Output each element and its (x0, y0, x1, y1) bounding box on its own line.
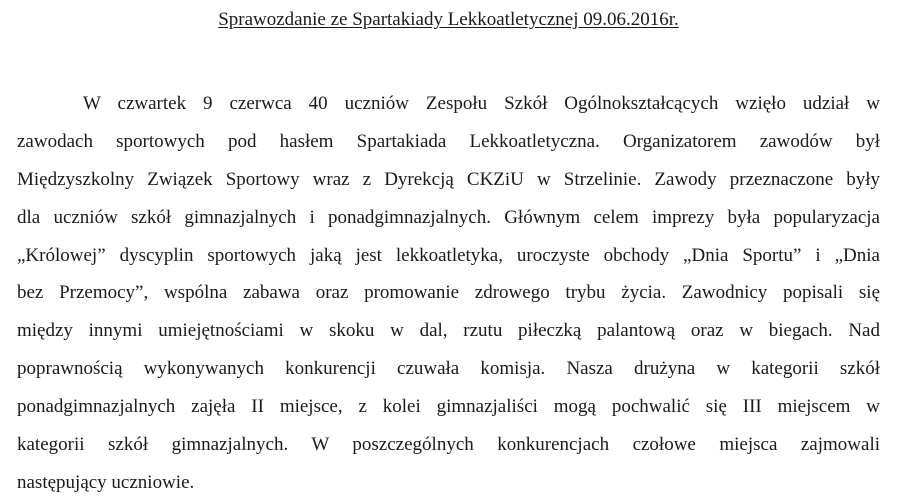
paragraph-line: zawodach sportowych pod hasłem Spartakiada Lekkoatletyczna. Organizatorem zawodów był (17, 130, 880, 152)
paragraph-line: między innymi umiejętnościami w skoku w dal, rzutu piłeczką palantową oraz w biegach. Nad (17, 320, 880, 342)
paragraph-line: W czwartek 9 czerwca 40 uczniów Zespołu Szkół Ogólnokształcących wzięło udział w (83, 93, 880, 114)
paragraph-line: „Królowej” dyscyplin sportowych jaką jest lekkoatletyka, uroczyste obchody „Dnia Sportu” i „Dnia (17, 244, 880, 266)
paragraph-line: dla uczniów szkół gimnazjalnych i ponadgimnazjalnych. Głównym celem imprezy była popularyzacja (17, 206, 880, 228)
paragraph-line: bez Przemocy”, wspólna zabawa oraz promowanie zdrowego trybu życia. Zawodnicy popisali się (17, 282, 880, 304)
paragraph-line: następujący uczniowie. (17, 471, 195, 493)
paragraph-line: kategorii szkół gimnazjalnych. W poszczególnych konkurencjach czołowe miejsca zajmowali (17, 434, 880, 456)
report-paragraph (17, 85, 880, 502)
document-title: Sprawozdanie ze Spartakiady Lekkoatletycznej 09.06.2016r. (218, 9, 679, 30)
paragraph-line: ponadgimnazjalnych zajęła II miejsce, z kolei gimnazjaliści mogą pochwalić się III miejscem w (17, 396, 880, 418)
paragraph-line: Międzyszkolny Związek Sportowy wraz z Dyrekcją CKZiU w Strzelinie. Zawody przeznaczone były (17, 168, 880, 190)
paragraph-line: poprawnością wykonywanych konkurencji czuwała komisja. Nasza drużyna w kategorii szkół (17, 358, 880, 380)
